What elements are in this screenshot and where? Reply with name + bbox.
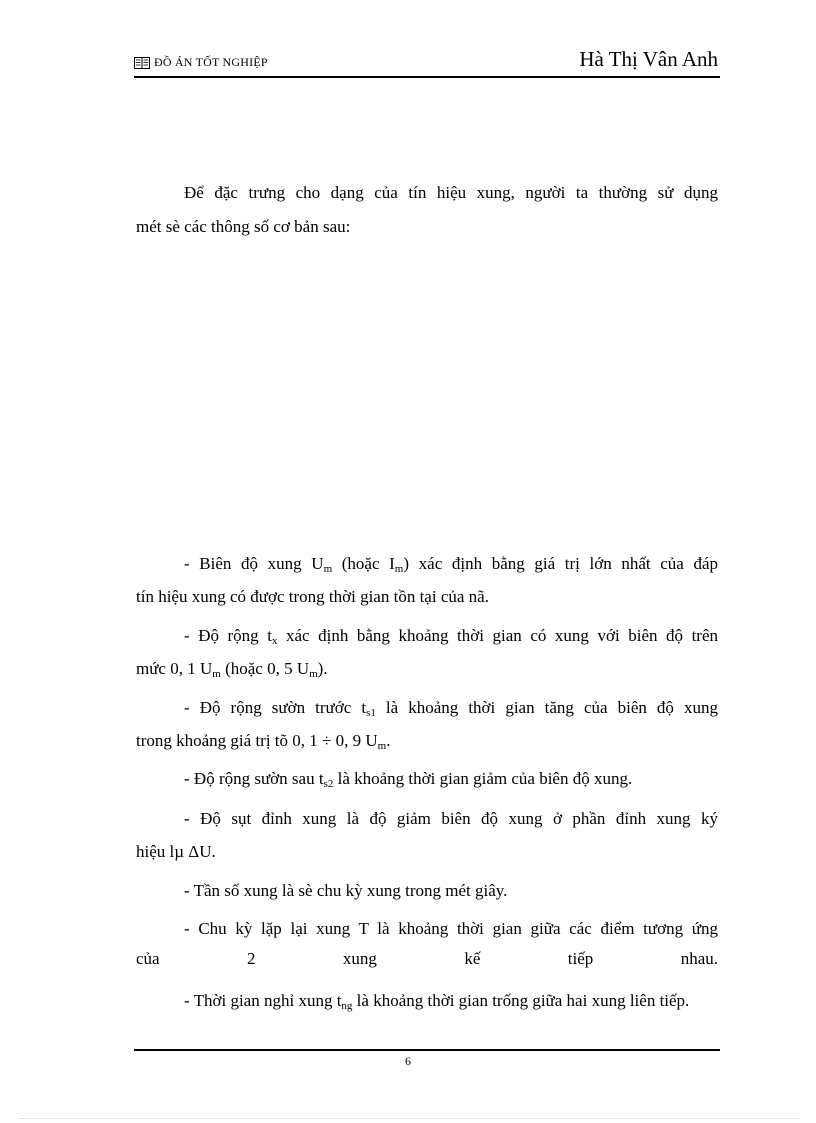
width-line-2	[136, 658, 718, 680]
period-line-1: - Chu kỳ lặp lại xung T là khoảng thời gian giữa các điểm tương ứng	[184, 919, 718, 938]
width-text-d: (hoặc 0, 5 U	[220, 659, 310, 678]
header-left	[134, 55, 268, 70]
amplitude-text-b: (hoặc I	[332, 554, 395, 573]
droop-line-2: hiệu lµ ΔU.	[136, 842, 216, 861]
rise-text-b: là khoảng thời gian tăng của biên độ xung	[375, 698, 718, 717]
intro-line-2: mét sè các thông số cơ bản sau:	[136, 217, 351, 236]
page-edge-divider	[20, 1118, 800, 1119]
width-line-1	[136, 625, 718, 647]
width-text-b: xác định bằng khoảng thời gian có xung với biên độ trên	[277, 626, 718, 645]
page-number: 6	[405, 1054, 411, 1068]
footer-rule	[134, 1049, 720, 1051]
width-text-a: - Độ rộng t	[184, 626, 272, 645]
frequency-line-1: - Tần số xung là sè chu kỳ xung trong mét giây.	[184, 881, 508, 900]
width-sub-d: m	[309, 668, 318, 680]
amplitude-sub-a: m	[323, 563, 333, 575]
fall-text-a: - Độ rộng sườn sau t	[184, 769, 324, 788]
pause-sub-a: ng	[341, 1000, 353, 1012]
amplitude-line-1	[136, 553, 718, 575]
width-sub-c: m	[212, 668, 221, 680]
width-text-c: mức 0, 1 U	[136, 659, 213, 678]
width-text-e: ).	[317, 659, 328, 678]
book-icon	[134, 57, 150, 69]
rise-line-1	[136, 697, 718, 719]
width-sub-a: x	[271, 635, 278, 647]
amplitude-line-2: tín hiệu xung có được trong thời gian tồn tại của nã.	[136, 587, 489, 606]
amplitude-text-c: ) xác định bằng giá trị lớn nhất của đáp	[403, 554, 719, 573]
rise-text-d: .	[386, 731, 391, 750]
header-author: Hà Thị Vân Anh	[579, 47, 718, 71]
rise-text-c: trong khoảng giá trị tõ 0, 1 ÷ 0, 9 U	[136, 731, 378, 750]
rise-sub-c: m	[377, 740, 387, 752]
fall-line-1	[136, 768, 718, 790]
pause-text-b: là khoảng thời gian trống giữa hai xung liên tiếp.	[352, 991, 690, 1010]
fall-sub-a: s2	[323, 778, 334, 790]
rise-text-a: - Độ rộng sườn trước t	[184, 698, 367, 717]
pause-text-a: - Thời gian nghỉ xung t	[184, 991, 342, 1010]
period-line-2: của 2 xung kế tiếp nhau.	[136, 949, 718, 968]
amplitude-sub-b: m	[394, 563, 404, 575]
pause-line-1	[136, 990, 718, 1012]
fall-text-b: là khoảng thời gian giảm của biên độ xung.	[333, 769, 633, 788]
droop-line-1: - Độ sụt đỉnh xung là độ giảm biên độ xung ở phần đỉnh xung ký	[184, 809, 718, 828]
page-header	[134, 46, 720, 78]
header-document-type: ĐỒ ÁN TỐT NGHIỆP	[154, 55, 268, 69]
rise-line-2	[136, 730, 718, 752]
rise-sub-a: s1	[366, 707, 376, 719]
intro-line-1: Để đặc trưng cho dạng của tín hiệu xung, người ta thường sử dụng	[184, 183, 718, 202]
amplitude-text-a: - Biên độ xung U	[184, 554, 324, 573]
